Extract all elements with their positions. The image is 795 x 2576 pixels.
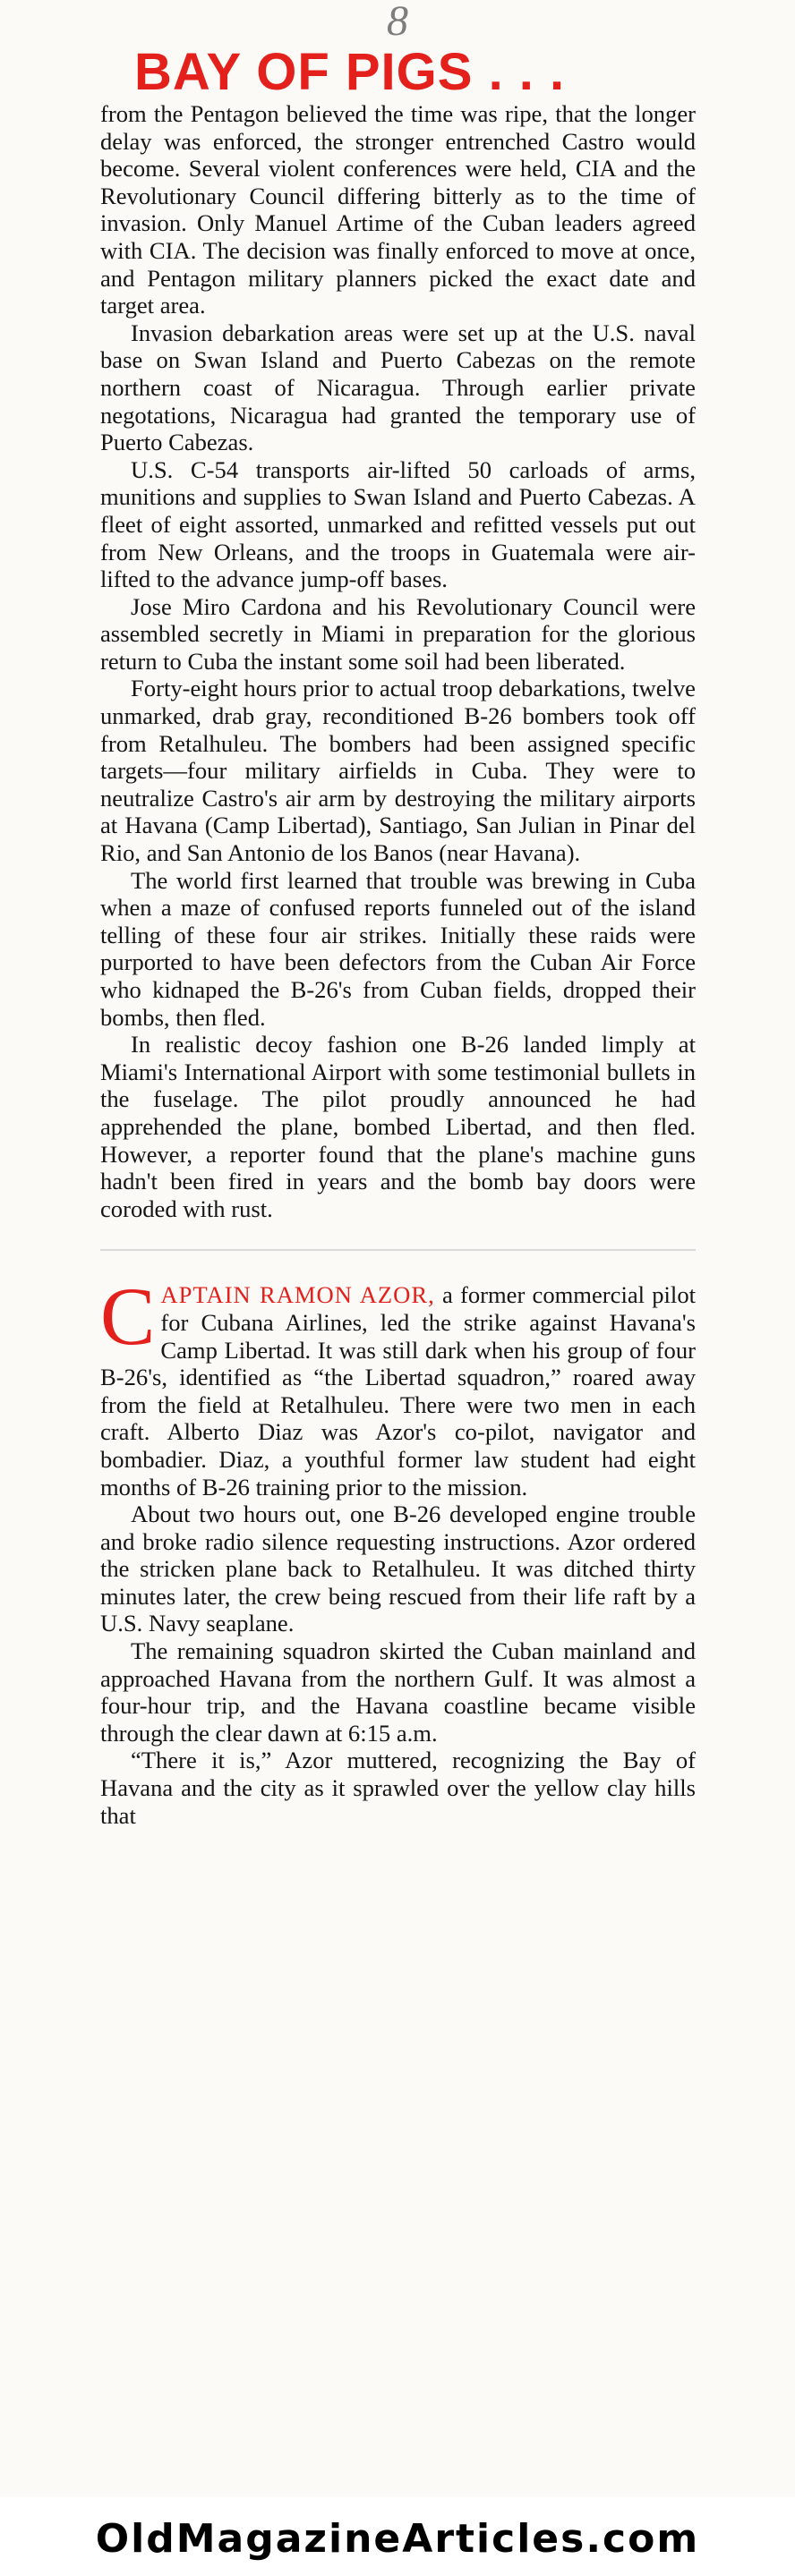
lead-in-text: a former commercial pilot for Cubana Airlines, led the strike against Havana's Camp Libertad. It was still dark when his group of four B-26's, identified as “the Libertad squadron,” roared away from the field at Retalhuleu. There were two men in each craft. Alberto Diaz was Azor's co-pilot, navigator and bombadier. Diaz, a youthful former law student had eight months of B-26 training prior to the mission. — [100, 1281, 697, 1501]
headline: BAY OF PIGS . . . — [134, 43, 566, 101]
site-watermark: OldMagazineArticles.com — [95, 2516, 700, 2562]
page-number: 8 — [387, 0, 408, 45]
article-paragraph: “There it is,” Azor muttered, recognizing the Bay of Havana and the city as it sprawled over the yellow clay hills that — [100, 1747, 696, 1829]
article-column — [100, 100, 696, 1829]
article-paragraph: from the Pentagon believed the time was ripe, that the longer delay was enforced, the stronger entrenched Castro would become. Several violent conferences were held, CIA and the Revolutionary Council differing bitterly as to the time of invasion. Only Manuel Artime of the Cuban leaders agreed with CIA. The decision was finally enforced to move at once, and Pentagon military planners picked the exact date and target area. — [100, 100, 696, 319]
article-paragraph: Invasion debarkation areas were set up at the U.S. naval base on Swan Island and Puerto Cabezas on the remote northern coast of Nicaragua. Through earlier private negotations, Nicaragua had granted the temporary use of Puerto Cabezas. — [100, 319, 696, 456]
article-paragraph: In realistic decoy fashion one B-26 landed limply at Miami's International Airport with some testimonial bullets in the fuselage. The pilot proudly announced he had apprehended the plane, bombed Libertad, and then fled. However, a reporter found that the plane's machine guns hadn't been fired in years and the bomb bay doors were coroded with rust. — [100, 1031, 696, 1222]
article-paragraph: Jose Miro Cardona and his Revolutionary Council were assembled secretly in Miami in preparation for the glorious return to Cuba the instant some soil had been liberated. — [100, 592, 696, 675]
article-paragraph: The remaining squadron skirted the Cuban mainland and approached Havana from the northern Gulf. It was almost a four-hour trip, and the Havana coastline became visible through the clear dawn at 6:15 a.m. — [100, 1637, 696, 1747]
article-paragraph: About two hours out, one B-26 developed engine trouble and broke radio silence requesting instructions. Azor ordered the stricken plane back to Retalhuleu. It was ditched thirty minutes later, the crew being rescued from their life raft by a U.S. Navy seaplane. — [100, 1501, 696, 1637]
drop-cap: C — [100, 1271, 156, 1363]
article-paragraph: U.S. C-54 transports air-lifted 50 carloads of arms, munitions and supplies to Swan Island and Puerto Cabezas. A fleet of eight assorted, unmarked and refitted vessels put out from New Orleans, and the troops in Guatemala were air-lifted to the advance jump-off bases. — [100, 455, 696, 593]
section-lead-paragraph — [100, 1271, 697, 1501]
article-paragraph: The world first learned that trouble was brewing in Cuba when a maze of confused reports funneled out of the island telling of these four air strikes. Initially these raids were purported to have been defectors from the Cuban Air Force who kidnaped the B-26's from Cuban fields, dropped their bombs, then fled. — [100, 866, 696, 1031]
lead-in-caps: APTAIN RAMON AZOR, — [160, 1281, 435, 1309]
article-paragraph: Forty-eight hours prior to actual troop debarkations, twelve unmarked, drab gray, reconditioned B-26 bombers took off from Retalhuleu. The bombers had been assigned specific targets—four military airfields in Cuba. They were to neutralize Castro's air arm by destroying the military airports at Havana (Camp Libertad), Santiago, San Julian in Pinar del Rio, and San Antonio de los Banos (near Havana). — [100, 675, 696, 867]
section-divider — [100, 1222, 696, 1251]
